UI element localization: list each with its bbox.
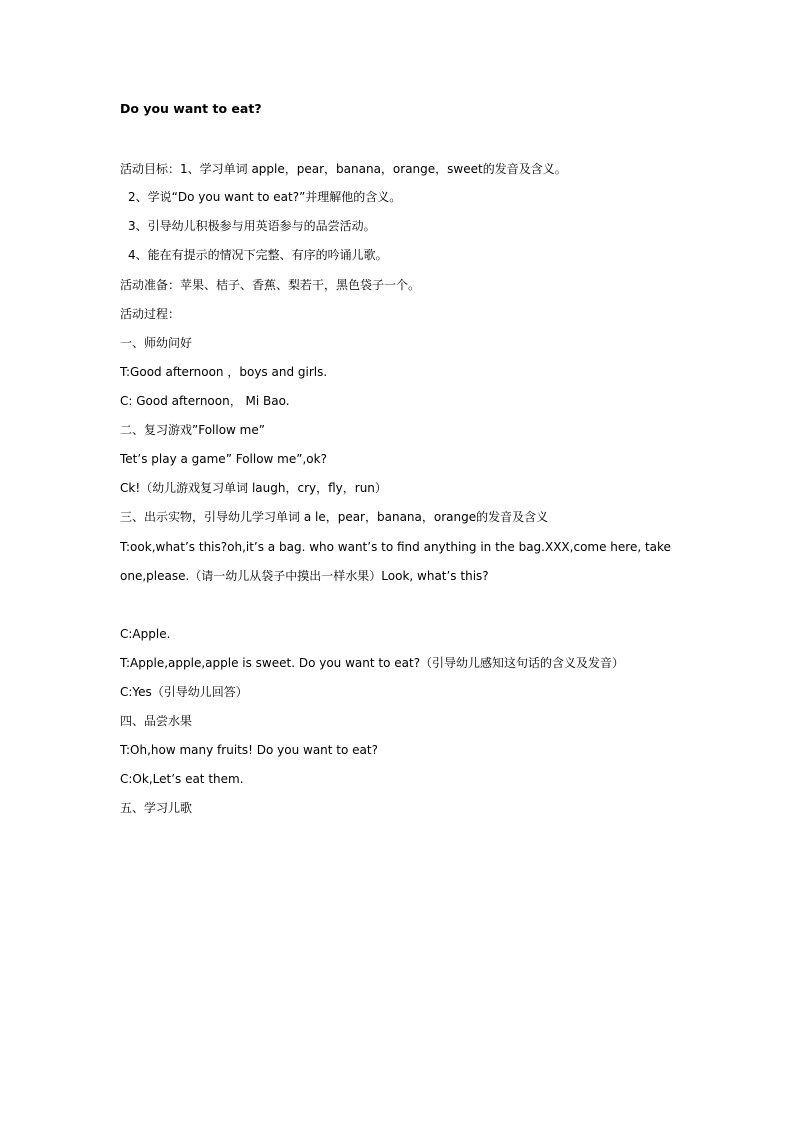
dialogue-line: C:Ok,Let’s eat them. [120, 772, 244, 786]
dialogue-line: C:Apple. [120, 627, 171, 641]
dialogue-line: C: Good afternoon， Mi Bao. [120, 394, 290, 408]
objective-line-4: 4、能在有提示的情况下完整、有序的吟诵儿歌。 [128, 248, 388, 262]
section-3-heading: 三、出示实物，引导幼儿学习单词 a le，pear，banana，orange的发音及含义 [120, 510, 549, 524]
objective-line-1: 活动目标：1、学习单词 apple，pear，banana，orange，sweet的发音及含义。 [120, 162, 567, 176]
process-heading: 活动过程： [120, 307, 181, 321]
dialogue-line: T:Apple,apple,apple is sweet. Do you want to eat?（引导幼儿感知这句话的含义及发音） [120, 656, 625, 670]
dialogue-line: T:Good afternoon ，boys and girls. [120, 365, 328, 379]
dialogue-line: T:Oh,how many fruits! Do you want to eat? [120, 743, 378, 757]
section-2-heading: 二、复习游戏”Follow me” [120, 423, 265, 437]
document-title: Do you want to eat? [120, 101, 262, 116]
dialogue-line: Tet’s play a game” Follow me”,ok? [120, 452, 327, 466]
section-5-heading: 五、学习儿歌 [120, 801, 193, 815]
dialogue-line: Ck!（幼儿游戏复习单词 laugh，cry，fly，run） [120, 481, 387, 495]
preparation-line: 活动准备：苹果、桔子、香蕉、梨若干，黑色袋子一个。 [120, 278, 421, 292]
section-1-heading: 一、师幼问好 [120, 336, 193, 350]
objective-line-3: 3、引导幼儿积极参与用英语参与的品尝活动。 [128, 219, 376, 233]
dialogue-line: T:ook,what’s this?oh,it’s a bag. who want’s to find anything in the bag.XXX,come here, take [120, 540, 671, 554]
objective-line-2: 2、学说“Do you want to eat?”并理解他的含义。 [128, 190, 402, 204]
dialogue-line: one,please.（请一幼儿从袋子中摸出一样水果）Look, what’s this? [120, 569, 489, 583]
section-4-heading: 四、品尝水果 [120, 714, 193, 728]
dialogue-line: C:Yes（引导幼儿回答） [120, 685, 248, 699]
